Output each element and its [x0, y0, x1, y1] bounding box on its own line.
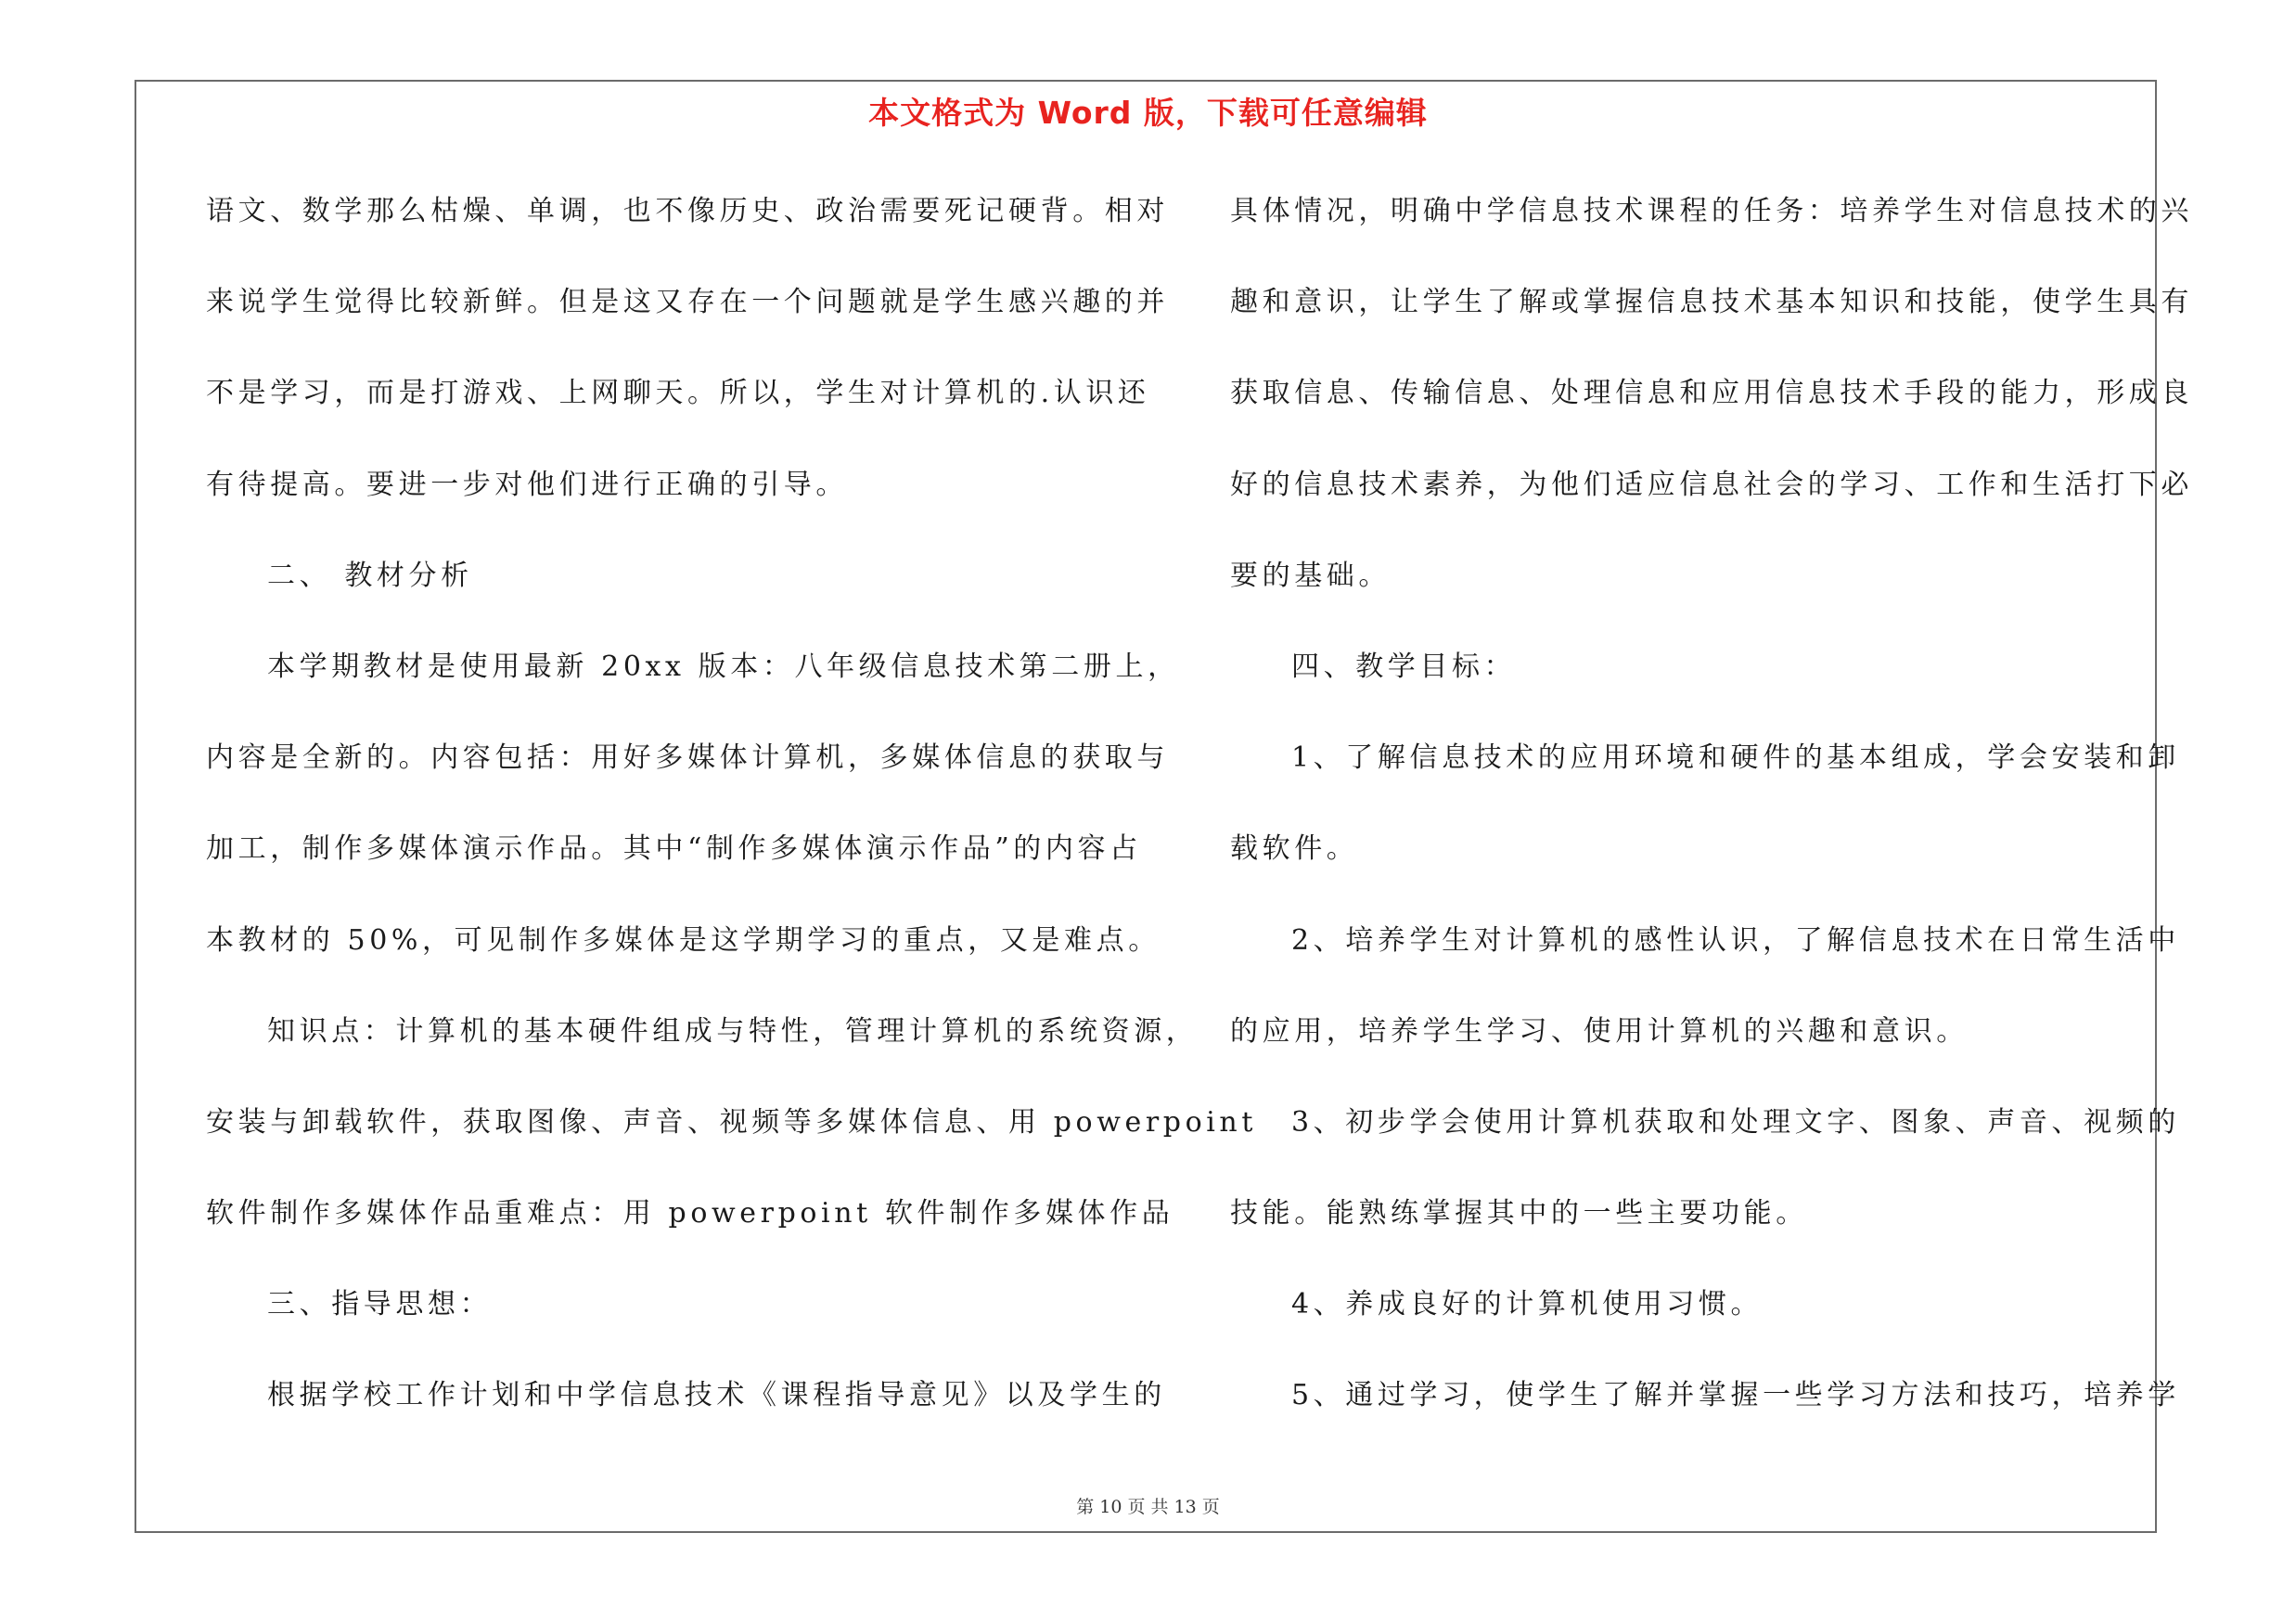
text-line: 本学期教材是使用最新 20xx 版本：八年级信息技术第二册上， [267, 650, 1180, 683]
text-line: 知识点：计算机的基本硬件组成与特性，管理计算机的系统资源， [267, 1014, 1199, 1048]
text-line: 趣和意识，让学生了解或掌握信息技术基本知识和技能，使学生具有 [1230, 286, 2193, 319]
text-line: 的应用，培养学生学习、使用计算机的兴趣和意识。 [1230, 1014, 1969, 1048]
text-line: 语文、数学那么枯燥、单调，也不像历史、政治需要死记硬背。相对 [206, 195, 1169, 227]
text-line: 来说学生觉得比较新鲜。但是这又存在一个问题就是学生感兴趣的并 [206, 286, 1169, 319]
text-line: 好的信息技术素养，为他们适应信息社会的学习、工作和生活打下必 [1230, 468, 2193, 501]
text-line: 4、养成良好的计算机使用习惯。 [1291, 1288, 1764, 1321]
text-line: 具体情况，明确中学信息技术课程的任务：培养学生对信息技术的兴 [1230, 195, 2193, 227]
word-format-banner: 本文格式为 Word 版，下载可任意编辑 [868, 95, 1428, 131]
text-line: 1、了解信息技术的应用环境和硬件的基本组成，学会安装和卸 [1291, 741, 2180, 775]
right-text-column [1230, 184, 2193, 1460]
page-number-footer: 第 10 页 共 13 页 [1076, 1497, 1220, 1517]
text-line: 二、 教材分析 [267, 559, 473, 592]
text-line: 安装与卸载软件，获取图像、声音、视频等多媒体信息、用 powerpoint [206, 1105, 1258, 1139]
text-line: 加工，制作多媒体演示作品。其中“制作多媒体演示作品”的内容占 [206, 832, 1142, 866]
text-line: 三、指导思想： [267, 1288, 493, 1321]
text-line: 2、培养学生对计算机的感性认识，了解信息技术在日常生活中 [1291, 923, 2180, 957]
text-line: 四、教学目标： [1291, 650, 1517, 683]
text-line: 5、通过学习，使学生了解并掌握一些学习方法和技巧，培养学 [1291, 1379, 2180, 1412]
text-line: 本教材的 50%，可见制作多媒体是这学期学习的重点，又是难点。 [206, 923, 1161, 957]
text-line: 要的基础。 [1230, 559, 1391, 592]
text-line: 软件制作多媒体作品重难点：用 powerpoint 软件制作多媒体作品 [206, 1197, 1174, 1230]
text-line: 根据学校工作计划和中学信息技术《课程指导意见》以及学生的 [267, 1379, 1166, 1412]
text-line: 3、初步学会使用计算机获取和处理文字、图象、声音、视频的 [1291, 1105, 2180, 1139]
text-line: 有待提高。要进一步对他们进行正确的引导。 [206, 468, 848, 501]
text-line: 技能。能熟练掌握其中的一些主要功能。 [1230, 1197, 1808, 1230]
text-line: 内容是全新的。内容包括：用好多媒体计算机，多媒体信息的获取与 [206, 741, 1169, 775]
left-text-column [206, 184, 1258, 1460]
text-line: 不是学习，而是打游戏、上网聊天。所以，学生对计算机的.认识还 [206, 377, 1150, 410]
text-line: 载软件。 [1230, 832, 1359, 866]
text-line: 获取信息、传输信息、处理信息和应用信息技术手段的能力，形成良 [1230, 377, 2193, 410]
